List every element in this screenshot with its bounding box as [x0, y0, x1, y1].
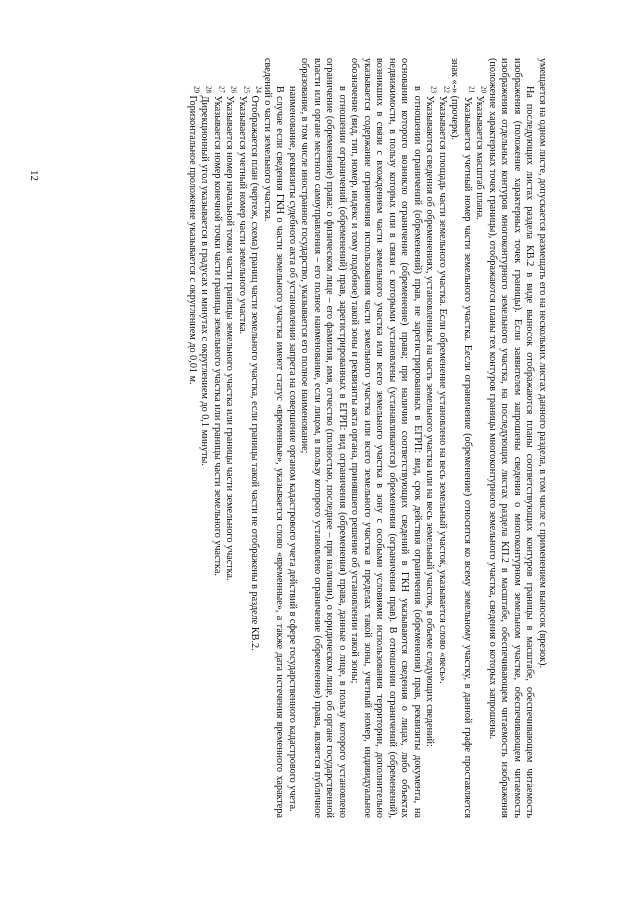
footnote-text: Указывается учетный номер части земельного участка. — [237, 95, 248, 335]
paragraph: наименование, реквизиты судебного акта об установлении запрета на совершение органом кадастрового учета действий в сфере государственного кадастрового учета. — [287, 86, 298, 812]
footnote-text: Указывается масштаб плана. — [474, 95, 486, 220]
footnote — [448, 58, 476, 818]
paragraph: В случае если сведения ГКН о части земельного участка имеют статус «временные», указывается слово «временные», а также дата истечения временного характера сведений о части земельного участка. — [262, 58, 286, 818]
footnote-text: Дирекционный угол указывается в градусах и минутах с округлением до 0,1 минуты. — [199, 95, 211, 466]
footnote — [211, 58, 224, 818]
paragraph: в отношении ограничений (обременений) прав, не зарегистрированных в ЕГРП: вид, срок действия ограничения (обременения) прав, реквизиты документа, на основании которого возникло ограничение (обременение) права; при наличии соответствующих сведений в ГКН указываются сведения о лицах, либо объектах недвижимости, в пользу которых или в связи с которыми установлены (устанавливаются) обременения (ограничения прав). В отношении ограничений (обременений), возникших в связи с вхождением части земельного участка или всего земельного участка в зону с особыми условиями использования территории, дополнительно указывается содержание ограничения использования части земельного участка или всего земельного участка в пределах такой зоны, учетный номер, индивидуальное обозначение (вид, тип, номер, индекс и тому подобное) такой зоны и реквизиты акта органа, принявшего решение об установлении такой зоны; — [349, 58, 423, 818]
footnote-text: Указывается номер конечной точки части границы земельного участка или границы части земельного участка. — [212, 95, 223, 576]
footnote-marker: 27 — [217, 86, 226, 93]
footnote — [423, 58, 436, 818]
footnote — [248, 58, 261, 818]
footnote-marker: 28 — [204, 86, 213, 93]
footnote-marker: 29 — [192, 86, 201, 93]
footnote-text: Указывается номер начальной точки части границы земельного участка или границы части земельного участка. — [224, 95, 236, 581]
footnote-text: Указывается площадь части земельного участка. Если обременение установлено на весь земельный участок, указывается слово «весь». — [437, 95, 448, 684]
footnote — [436, 58, 449, 818]
footnote — [473, 58, 486, 818]
footnote-marker: 21 — [467, 86, 476, 93]
footnote-marker: 25 — [242, 86, 251, 93]
footnote-marker: 20 — [479, 86, 488, 93]
footnote — [186, 58, 199, 818]
footnote-marker: 26 — [229, 86, 238, 93]
footnote-marker: 24 — [254, 86, 263, 93]
footnote-text: Указывается учетный номер части земельного участка. Еесли ограничение (обременение) относится ко всему земельному участку, в данной графе проставляется знак «-» (прочерк). — [449, 58, 473, 818]
footnote-text: Горизонтальное проложение указывается с округлением до 0,01 м. — [187, 95, 198, 385]
document-body — [68, 58, 548, 818]
footnote — [198, 58, 211, 818]
paragraph: в отношении ограничений (обременений) прав, зарегистрированных в ЕГРП: вид ограничения (обременения) права, данные о лице, в пользу которого установлено ограничение (обременение) права: о физическом лице – его фамилия, имя, отчество (полностью, последнее – при наличии), о юридическом лице, об органе государственной власти или органе местного самоуправления – его полное наименование, если лицом, в пользу которого установлено ограничение (обременение) права, является публичное образование, в том числе иностранное государство, указывается его полное наименование; — [299, 58, 348, 818]
paragraph: умещается на одном листе, допускается размещать его на нескольких листах данного раздела, в том числе с применением выносок (врезок). — [537, 58, 548, 668]
page-number: 12 — [28, 170, 40, 181]
footnote — [223, 58, 236, 818]
footnote-marker: 23 — [429, 86, 438, 93]
footnote — [236, 58, 249, 818]
paragraph: На последующих листах раздела КВ.2 в виде выносок отображаются планы соответствующих контуров границы в масштабе, обеспечивающем читаемость изображения (положение характерных точек границы). Если заявителем запрошены сведения о многоконтурном земельном участке, обеспечивающем читаемость изображения отдельных контуров многоконтурного земельного участка, на последующих листах раздела КП.2 в масштабе, обеспечивающем читаемость изображения (положение характерных точек границы), отображаются планы тех контуров границы многоконтурного земельного участка, сведения о которых запрошены. — [487, 58, 536, 818]
footnote-text: Отображается план (чертеж, схема) границ части земельного участка, если границы такой части не отображены в разделе КВ.2. — [249, 95, 261, 651]
footnote-marker: 22 — [442, 86, 451, 93]
footnote-text: Указываются сведения об обременениях, установленных на часть земельного участка или на весь земельный участок, в объеме следующих сведений: — [424, 95, 436, 747]
